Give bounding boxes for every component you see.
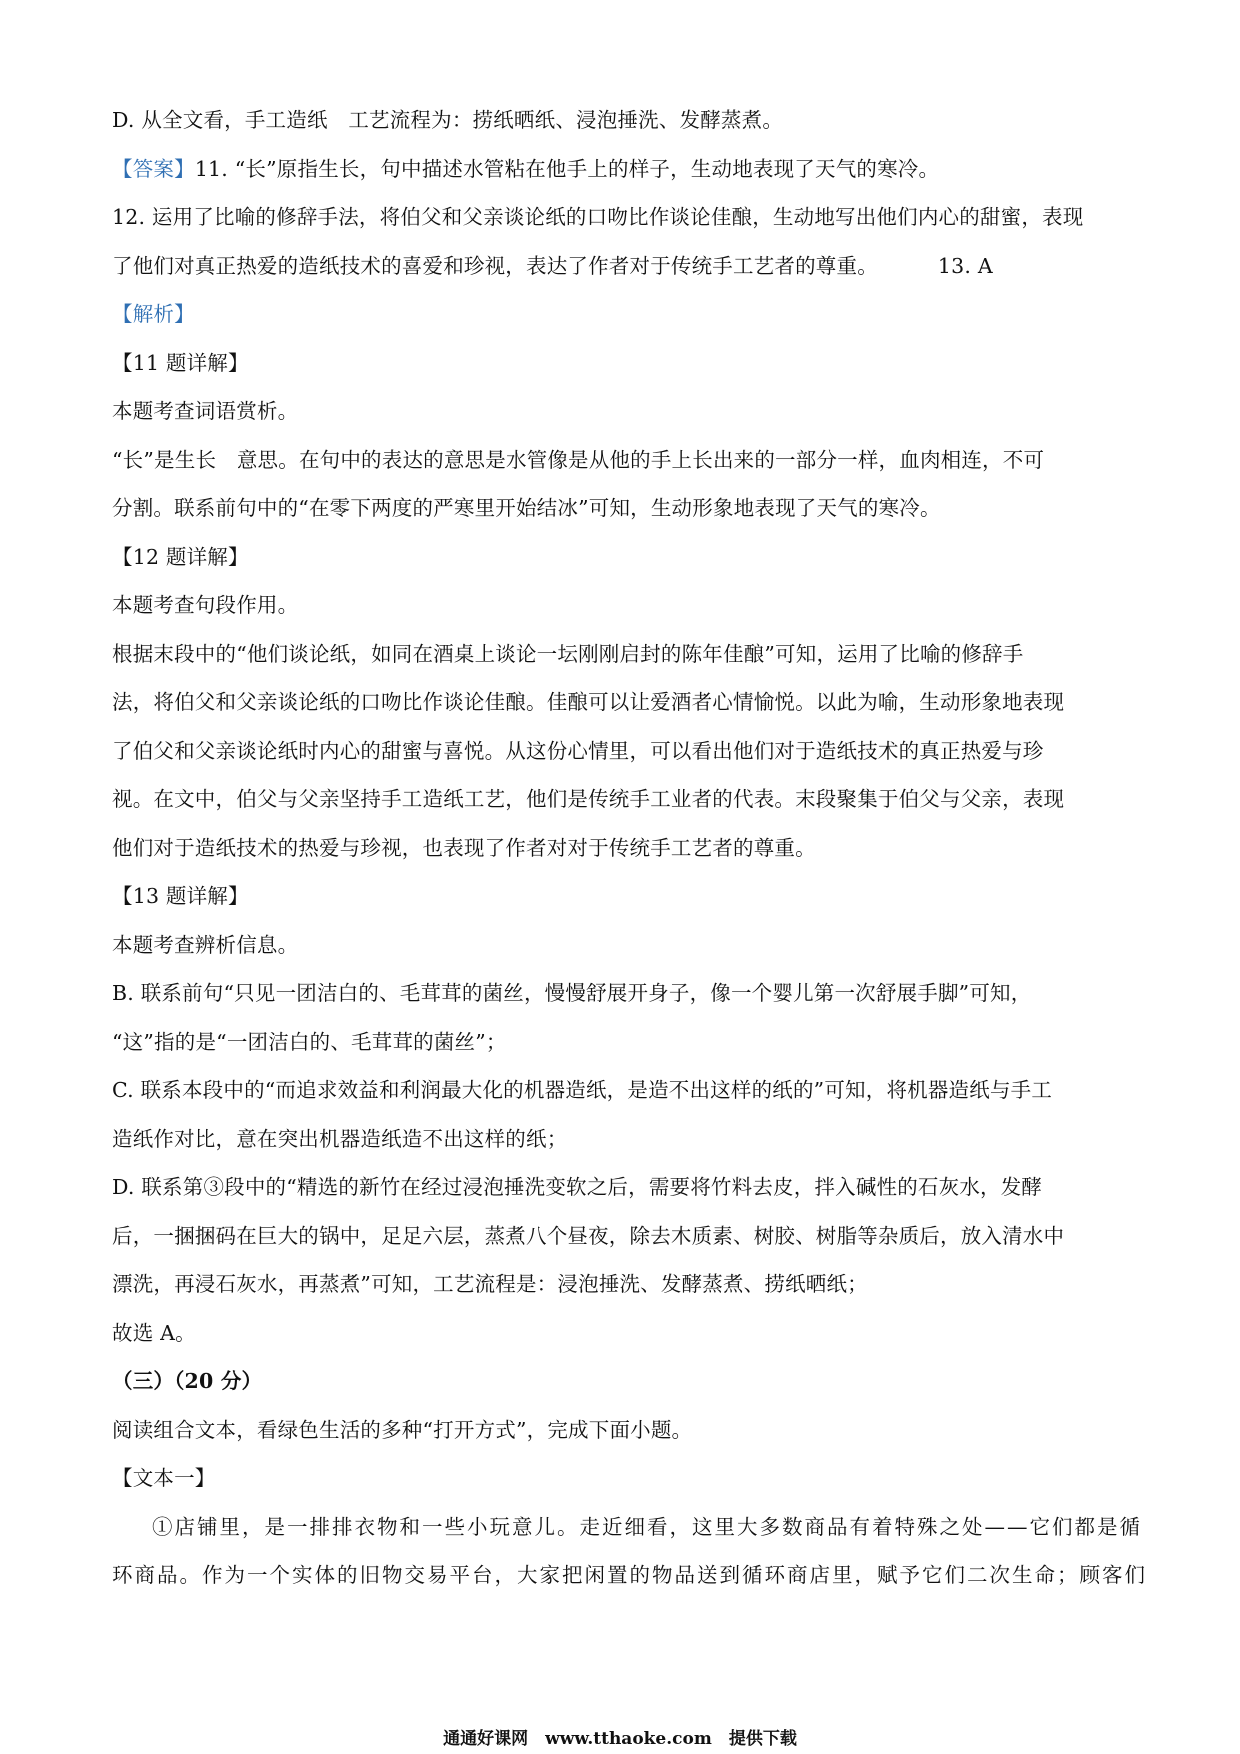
q12-explain-4: 视。在文中，伯父与父亲坚持手工造纸工艺，他们是传统手工业者的代表。末段聚集于伯父与父亲，表现 [112, 787, 1065, 811]
document-body [112, 96, 1147, 1600]
answer-12-text: 了他们对真正热爱的造纸技术的喜爱和珍视，表达了作者对于传统手工艺者的尊重。 [112, 253, 878, 278]
answer-11-text: 11. “长”原指生长，句中描述水管粘在他手上的样子，生动地表现了天气的寒冷。 [194, 156, 940, 181]
analysis-tag: 【解析】 [112, 302, 195, 326]
q13-option-c-1: C. 联系本段中的“而追求效益和利润最大化的机器造纸，是造不出这样的纸的”可知，将机器造纸与手工 [112, 1078, 1053, 1102]
answer-12-line-1: 12. 运用了比喻的修辞手法，将伯父和父亲谈论纸的口吻比作谈论佳酿，生动地写出他们内心的甜蜜，表现 [112, 205, 1084, 229]
q11-topic: 本题考查词语赏析。 [112, 399, 299, 423]
text-one-paragraph-2: 环商品。作为一个实体的旧物交易平台，大家把闲置的物品送到循环商店里，赋予它们二次生命；顾客们 [112, 1563, 1147, 1587]
q12-explain-3: 了伯父和父亲谈论纸时内心的甜蜜与喜悦。从这份心情里，可以看出他们对于造纸技术的真正热爱与珍 [112, 738, 1044, 763]
q12-topic: 本题考查句段作用。 [112, 593, 299, 617]
q11-explain-2: 分割。联系前句中的“在零下两度的严寒里开始结冰”可知，生动形象地表现了天气的寒冷。 [112, 496, 941, 520]
q12-explain-2: 法，将伯父和父亲谈论纸的口吻比作谈论佳酿。佳酿可以让爱酒者心情愉悦。以此为喻，生动形象地表现 [112, 690, 1065, 714]
text-one-paragraph-1: ①店铺里，是一排排衣物和一些小玩意儿。走近细看，这里大多数商品有着特殊之处——它们都是循 [152, 1514, 1142, 1539]
q12-explain-5: 他们对于造纸技术的热爱与珍视，也表现了作者对对于传统手工艺者的尊重。 [112, 835, 816, 860]
option-d-line: D. 从全文看，手工造纸 工艺流程为：捞纸晒纸、浸泡捶洗、发酵蒸煮。 [112, 108, 784, 132]
q13-topic: 本题考查辨析信息。 [112, 932, 299, 957]
q13-conclusion: 故选 A。 [112, 1320, 196, 1345]
answer-line [112, 145, 1142, 194]
answer-13: 13. A [937, 253, 993, 278]
page-footer: 通通好课网 www.tthaoke.com 提供下载 [443, 1729, 797, 1749]
q13-option-c-2: 造纸作对比，意在突出机器造纸造不出这样的纸； [112, 1126, 568, 1151]
q13-option-b-2: “这”指的是“一团洁白的、毛茸茸的菌丝”； [112, 1029, 507, 1054]
answer-12-line-2 [112, 242, 1142, 291]
q11-explain-1: “长”是生长 意思。在句中的表达的意思是水管像是从他的手上长出来的一部分一样，血肉相连，不可 [112, 447, 1045, 472]
text-one-heading: 【文本一】 [112, 1466, 216, 1490]
q13-heading: 【13 题详解】 [112, 884, 249, 908]
section-three-title: （三）（20 分） [112, 1369, 263, 1393]
q13-option-d-3: 漂洗，再浸石灰水，再蒸煮”可知，工艺流程是：浸泡捶洗、发酵蒸煮、捞纸晒纸； [112, 1272, 868, 1296]
q11-heading: 【11 题详解】 [112, 350, 249, 375]
answer-tag: 【答案】 [112, 156, 195, 181]
q13-option-d-2: 后，一捆捆码在巨大的锅中，足足六层，蒸煮八个昼夜，除去木质素、树胶、树脂等杂质后，放入清水中 [112, 1223, 1065, 1248]
q12-explain-1: 根据末段中的“他们谈论纸，如同在酒桌上谈论一坛刚刚启封的陈年佳酿”可知，运用了比喻的修辞手 [112, 641, 1024, 666]
q13-option-b-1: B. 联系前句“只见一团洁白的、毛茸茸的菌丝，慢慢舒展开身子，像一个婴儿第一次舒展手脚”可知， [112, 981, 1032, 1005]
section-three-instruction: 阅读组合文本，看绿色生活的多种“打开方式”，完成下面小题。 [112, 1417, 693, 1442]
q13-option-d-1: D. 联系第③段中的“精选的新竹在经过浸泡捶洗变软之后，需要将竹料去皮，拌入碱性的石灰水，发酵 [112, 1175, 1043, 1199]
q12-heading: 【12 题详解】 [112, 544, 249, 569]
